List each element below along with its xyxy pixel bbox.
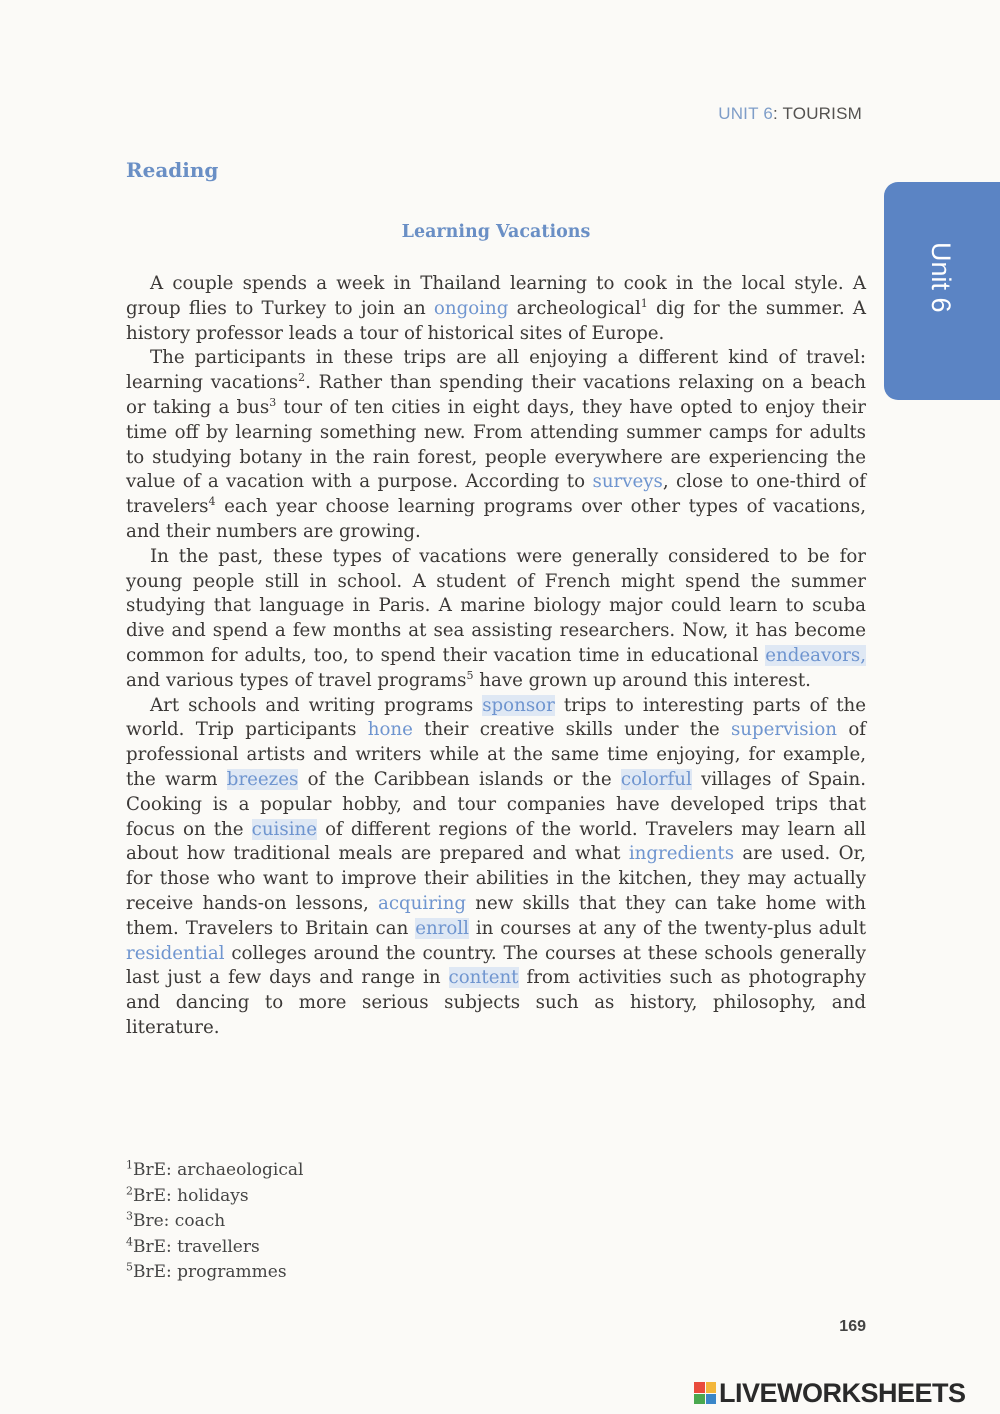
paragraph (126, 272, 866, 346)
vocab-word[interactable]: colorful (620, 768, 692, 790)
header-unit-word: UNIT (718, 104, 759, 123)
text-run: of different regions of the world. Travelers may learn all about how traditional meals are prepared and what (126, 818, 866, 865)
vocab-word[interactable]: breezes (226, 768, 299, 790)
logo-square (694, 1382, 705, 1393)
liveworksheets-logo-icon (694, 1382, 716, 1404)
text-run: trips to interesting parts of the world. Trip participants (126, 694, 867, 741)
paragraph (126, 694, 866, 1041)
text-run: their creative skills under the (412, 719, 731, 741)
article-body (126, 272, 866, 1041)
text-run: A couple spends a week in Thailand learning to cook in the local style. A group flies to Turkey to join an (126, 273, 866, 319)
text-run: have grown up around this interest. (473, 669, 811, 691)
vocab-word[interactable]: supervision (730, 719, 838, 741)
footnote-marker: 5 (466, 668, 474, 682)
vocab-word[interactable]: surveys (592, 471, 663, 493)
vocab-word[interactable]: enroll (415, 917, 469, 939)
paragraph (126, 346, 866, 544)
footnote-number: 2 (126, 1183, 133, 1197)
footnote-text: BrE: programmes (133, 1262, 287, 1282)
text-run: archeological (508, 297, 641, 319)
text-run: colleges around the country. The courses at these schools generally last just a few days and range in (126, 942, 866, 989)
text-run: and various types of travel programs (126, 669, 467, 691)
page-number: 169 (839, 1318, 866, 1335)
footnote (126, 1158, 303, 1184)
footnote-marker: 4 (208, 495, 216, 509)
logo-square (706, 1394, 717, 1405)
footnote-marker: 3 (269, 395, 277, 409)
vocab-word[interactable]: hone (367, 719, 413, 741)
watermark-text: LIVEWORKSHEETS (719, 1377, 966, 1408)
unit-tab-label: Unit 6 (926, 242, 956, 313)
liveworksheets-watermark (694, 1378, 966, 1408)
footnote (126, 1235, 303, 1261)
text-run: from activities such as photography and dancing to more serious subjects such as history, philosophy, and literature. (126, 967, 866, 1038)
footnote-number: 1 (126, 1158, 133, 1172)
footnote-number: 4 (126, 1234, 133, 1248)
vocab-word[interactable]: sponsor (482, 694, 555, 716)
vocab-word[interactable]: endeavors, (765, 644, 866, 666)
unit-side-tab (884, 182, 1000, 400)
footnote-marker: 1 (640, 296, 648, 310)
text-run: villages of Spain. Cooking is a popular hobby, and tour companies have developed trips that focus on the (126, 768, 866, 840)
running-header (600, 104, 862, 124)
header-topic: : TOURISM (772, 104, 862, 123)
section-title: Reading (126, 158, 219, 182)
footnote-text: BrE: holidays (133, 1185, 249, 1206)
text-run: of professional artists and writers while at the same time enjoying, for example, the warm (126, 719, 866, 790)
article-title: Learning Vacations (401, 222, 591, 242)
text-run: of the Caribbean islands or the (298, 768, 621, 790)
footnote (126, 1209, 303, 1235)
logo-square (706, 1382, 717, 1393)
footnote (126, 1260, 303, 1286)
footnote-number: 3 (126, 1209, 133, 1223)
text-run: each year choose learning programs over other types of vacations, and their numbers are growing. (126, 496, 866, 542)
footnotes (126, 1158, 303, 1286)
paragraph (126, 545, 866, 694)
text-run: Art schools and writing programs (150, 694, 483, 716)
vocab-word[interactable]: ingredients (628, 843, 735, 865)
header-unit-number: 6 (763, 104, 773, 123)
footnote-text: BrE: archaeological (133, 1160, 304, 1180)
text-run: dig for the summer. A history professor leads a tour of historical sites of Europe. (126, 297, 866, 344)
footnote-text: Bre: coach (133, 1211, 226, 1231)
text-run: in courses at any of the twenty-plus adult (468, 917, 867, 939)
text-run: In the past, these types of vacations were generally considered to be for young people still in school. A student of French might spend the summer studying that language in Paris. A marine biology major could learn to scuba dive and spend a few months at sea assisting researchers. Now, it has become common for adults, too, to spend their vacation time in educational (126, 545, 866, 666)
footnote (126, 1184, 303, 1210)
text-run: , close to one-third of travelers (126, 471, 866, 518)
text-run: are used. Or, for those who want to improve their abilities in the kitchen, they may actually receive hands-on lessons, (126, 843, 866, 914)
logo-square (694, 1394, 705, 1405)
text-run: tour of ten cities in eight days, they have opted to enjoy their time off by learning something new. From attending summer camps for adults to studying botany in the rain forest, people everywhere are experiencing the value of a vacation with a purpose. According to (126, 396, 866, 493)
vocab-word[interactable]: acquiring (378, 892, 467, 914)
vocab-word[interactable]: residential (126, 942, 225, 964)
vocab-word[interactable]: ongoing (433, 297, 509, 319)
vocab-word[interactable]: cuisine (251, 818, 317, 840)
footnote-text: BrE: travellers (133, 1236, 260, 1257)
text-run: The participants in these trips are all enjoying a different kind of travel: learning vacations (126, 347, 866, 394)
footnote-number: 5 (126, 1260, 133, 1274)
vocab-word[interactable]: content (448, 967, 519, 989)
text-run: new skills that they can take home with them. Travelers to Britain can (126, 892, 866, 939)
footnote-marker: 2 (298, 371, 306, 385)
text-run: . Rather than spending their vacations relaxing on a beach or taking a bus (126, 372, 866, 418)
